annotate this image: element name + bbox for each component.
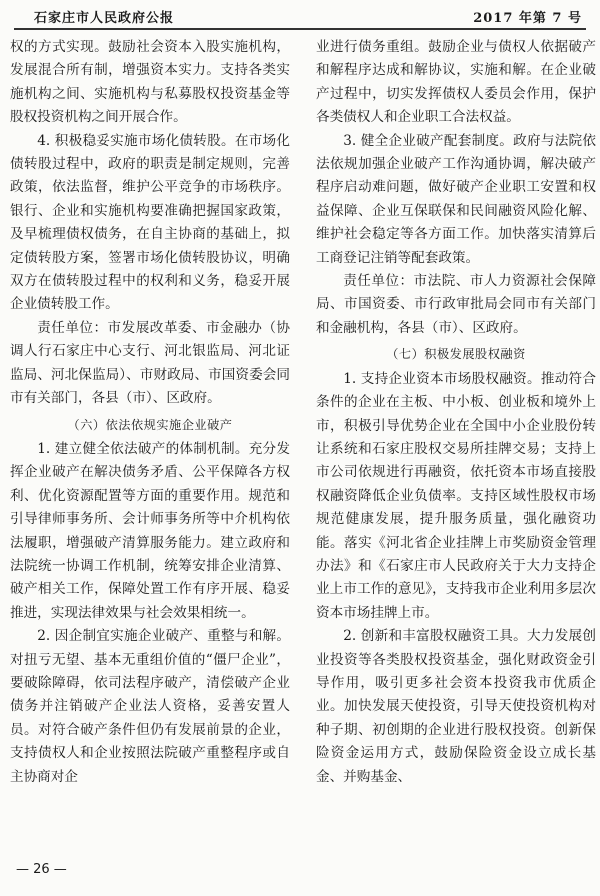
paragraph: 1. 支持企业资本市场股权融资。推动符合条件的企业在主板、中小板、创业板和境外上市，积极引导优势企业在全国中小企业股份转让系统和石家庄股权交易所挂牌交易；支持上市公司依规进行再融资，依托资本市场直接股权融资降低企业负债率。支持区域性股权市场规范健康发展，提升服务质量，强化融资功能。落实《河北省企业挂牌上市奖励资金管理办法》和《石家庄市人民政府关于大力支持企业上市工作的意见》，支持我市企业利用多层次资本市场挂牌上市。 (316, 370, 596, 621)
paragraph: 4. 积极稳妥实施市场化债转股。在市场化债转股过程中，政府的职责是制定规则，完善政策，依法监督，维护公平竞争的市场秩序。银行、企业和实施机构要准确把握国家政策，及早梳理债权债务，在自主协商的基础上，拟定债转股方案，签署市场化债转股协议，明确双方在债转股过程中的权利和义务，稳妥开展企业债转股工作。 (10, 132, 290, 313)
section-heading: （七）积极发展股权融资 (386, 347, 526, 362)
paragraph: 2. 创新和丰富股权融资工具。大力发展创业投资等各类股权投资基金，强化财政资金引导作用，吸引更多社会资本投资我市优质企业。加快发展天使投资，引导天使投资机构对种子期、初创期的企业进行股权投资。创新保险资金运用方式，鼓励保险资金设立成长基金、并购基金、 (316, 628, 596, 785)
issue-number: 2017 年第 7 号 (473, 11, 582, 26)
responsibility-paragraph: 责任单位：市发展改革委、市金融办（协调人行石家庄中心支行、河北银监局、河北证监局、河北保监局）、市财政局、市国资委会同市有关部门，各县（市）、区政府。 (10, 319, 290, 407)
paragraph: 权的方式实现。鼓励社会资本入股实施机构，发展混合所有制，增强资本实力。支持各类实施机构之间、实施机构与私募股权投资基金等股权投资机构之间开展合作。 (10, 39, 290, 126)
page-header (14, 0, 586, 30)
responsibility-paragraph: 责任单位：市法院、市人力资源社会保障局、市国资委、市行政审批局会同市有关部门和金融机构，各县（市）、区政府。 (316, 273, 596, 336)
right-column (316, 36, 596, 789)
paragraph: 1. 建立健全依法破产的体制机制。充分发挥企业破产在解决债务矛盾、公平保障各方权利、优化资源配置等方面的重要作用。规范和引导律师事务所、会计师事务所等中介机构依法履职，增强破产清算服务能力。建立政府和法院统一协调工作机制，统筹安排企业清算、破产相关工作，保障处置工作有序开展、稳妥推进，实现法律效果与社会效果相统一。 (10, 440, 290, 621)
paragraph: 2. 因企制宜实施企业破产、重整与和解。对扭亏无望、基本无重组价值的“僵尸企业”，要破除障碍，依司法程序破产，清偿破产企业债务并注销破产企业法人资格，妥善安置人员。对符合破产条件但仍有发展前景的企业，支持债权人和企业按照法院破产重整程序或自主协商对企 (10, 628, 290, 785)
publication-title: 石家庄市人民政府公报 (34, 11, 175, 26)
paragraph: 3. 健全企业破产配套制度。政府与法院依法依规加强企业破产工作沟通协调，解决破产程序启动难问题，做好破产企业职工安置和权益保障、企业互保联保和民间融资风险化解、维护社会稳定等各方面工作。加快落实清算后工商登记注销等配套政策。 (316, 132, 596, 266)
left-column (10, 36, 290, 789)
paragraph: 业进行债务重组。鼓励企业与债权人依据破产和解程序达成和解协议，实施和解。在企业破产过程中，切实发挥债权人委员会作用，保护各类债权人和企业职工合法权益。 (316, 39, 596, 126)
section-heading: （六）依法依规实施企业破产 (67, 417, 233, 432)
page-number: — 26 — (16, 862, 67, 877)
